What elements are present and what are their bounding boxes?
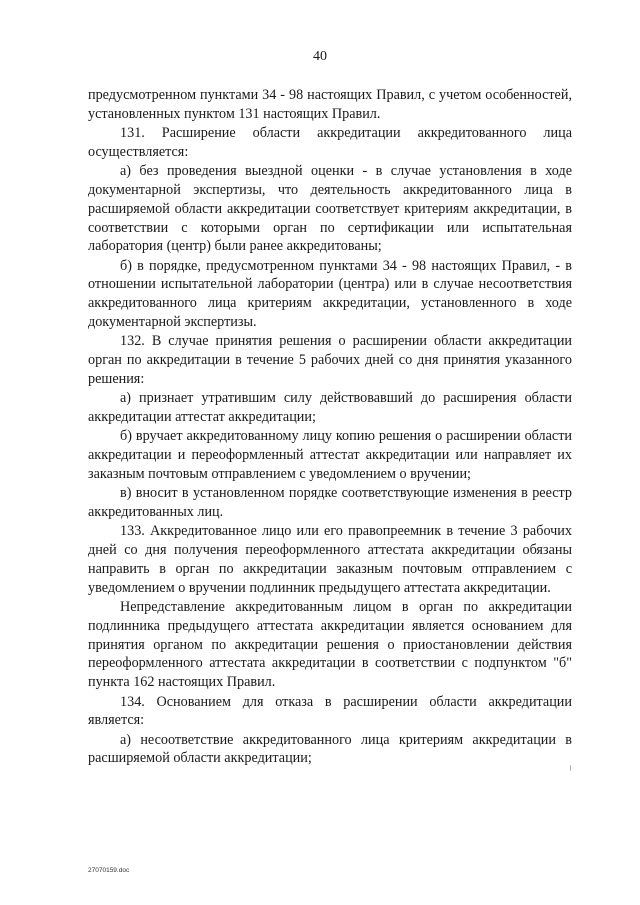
- margin-mark: [570, 765, 571, 771]
- footer-filename: 27070159.doc: [88, 867, 130, 874]
- paragraph-131-a: а) без проведения выездной оценки - в случае установления в ходе документарной экспертизы, что деятельность аккредитованного лица в расширяемой области аккредитации соответствует критериям аккредитации, в соответствии с которыми орган по сертификации или испытательная лаборатория (центр) были ранее аккредитованы;: [88, 163, 572, 255]
- paragraph-continuation: предусмотренном пунктами 34 - 98 настоящих Правил, с учетом особенностей, установленных пунктом 131 настоящих Правил.: [88, 87, 572, 122]
- paragraph-132-b: б) вручает аккредитованному лицу копию решения о расширении области аккредитации и переоформленный аттестат аккредитации или направляет их заказным почтовым отправлением с уведомлением о вручении;: [88, 428, 572, 482]
- paragraph-132-c: в) вносит в установленном порядке соответствующие изменения в реестр аккредитованных лиц.: [88, 485, 572, 521]
- page-number: 40: [313, 49, 327, 64]
- paragraph-133-note: Непредставление аккредитованным лицом в орган по аккредитации подлинника предыдущего аттестата аккредитации является основанием для принятия органом по аккредитации решения о приостановлении действия переоформленного аттестата аккредитации в соответствии с подпунктом "б" пункта 162 настоящих Правил.: [88, 599, 572, 691]
- paragraph-132: 132. В случае принятия решения о расширении области аккредитации орган по аккредитации в течение 5 рабочих дней со дня принятия указанного решения:: [88, 333, 572, 387]
- paragraph-131: 131. Расширение области аккредитации аккредитованного лица осуществляется:: [88, 125, 572, 160]
- document-body: [88, 86, 572, 769]
- paragraph-134-a: а) несоответствие аккредитованного лица критериям аккредитации в расширяемой области аккредитации;: [88, 731, 572, 767]
- paragraph-134: 134. Основанием для отказа в расширении области аккредитации является:: [88, 693, 572, 729]
- paragraph-132-a: а) признает утратившим силу действовавший до расширения области аккредитации аттестат аккредитации;: [88, 390, 572, 426]
- paragraph-131-b: б) в порядке, предусмотренном пунктами 34 - 98 настоящих Правил, - в отношении испытательной лаборатории (центра) или в случае несоответствия аккредитованного лица критериям аккредитации, установленного в ходе документарной экспертизы.: [88, 257, 572, 331]
- paragraph-133: 133. Аккредитованное лицо или его правопреемник в течение 3 рабочих дней со дня получения переоформленного аттестата аккредитации обязаны направить в орган по аккредитации заказным почтовым отправлением с уведомлением о вручении подлинник предыдущего аттестата аккредитации.: [88, 523, 572, 596]
